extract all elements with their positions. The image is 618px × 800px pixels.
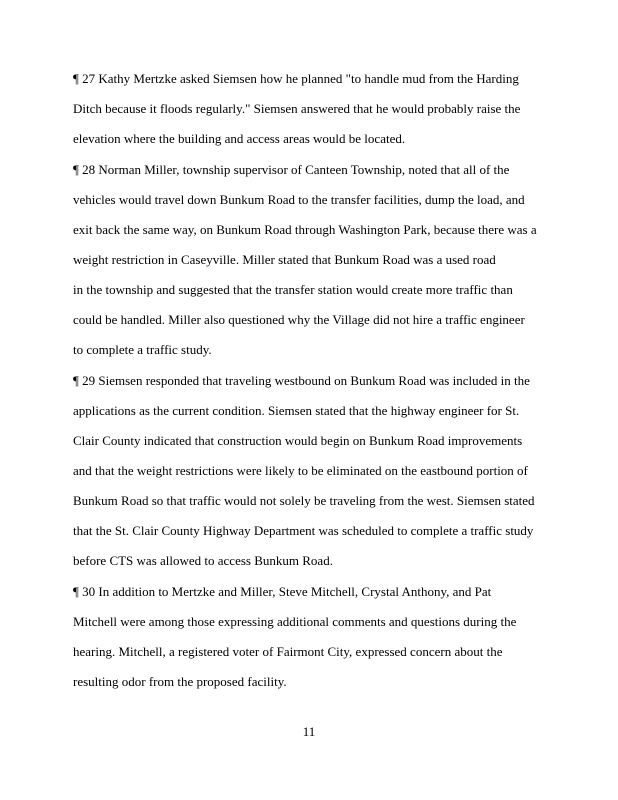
text-line: vehicles would travel down Bunkum Road to the transfer facilities, dump the load, and (73, 192, 525, 207)
page-number: 11 (302, 724, 316, 739)
text-line: elevation where the building and access areas would be located. (73, 131, 406, 146)
text-line: ¶ 29 Siemsen responded that traveling westbound on Bunkum Road was included in the (73, 373, 530, 388)
text-line: could be handled. Miller also questioned why the Village did not hire a traffic engineer (73, 312, 525, 327)
text-line: Clair County indicated that construction would begin on Bunkum Road improvements (73, 433, 523, 448)
text-line: exit back the same way, on Bunkum Road through Washington Park, because there was a (73, 222, 537, 237)
text-line: in the township and suggested that the transfer station would create more traffic than (73, 282, 513, 297)
text-line: that the St. Clair County Highway Department was scheduled to complete a traffic study (73, 523, 534, 538)
text-line: Mitchell were among those expressing additional comments and questions during the (73, 614, 517, 629)
text-line: and that the weight restrictions were likely to be eliminated on the eastbound portion of (73, 463, 528, 478)
text-line: weight restriction in Caseyville. Miller stated that Bunkum Road was a used road (73, 252, 496, 267)
text-line: resulting odor from the proposed facility. (73, 674, 287, 689)
text-line: applications as the current condition. Siemsen stated that the highway engineer for St. (73, 403, 520, 418)
text-line: ¶ 28 Norman Miller, township supervisor of Canteen Township, noted that all of the (73, 162, 510, 177)
text-line: Ditch because it floods regularly." Siemsen answered that he would probably raise the (73, 101, 521, 116)
text-line: to complete a traffic study. (73, 342, 212, 357)
text-line: ¶ 27 Kathy Mertzke asked Siemsen how he planned "to handle mud from the Harding (73, 71, 519, 86)
text-line: before CTS was allowed to access Bunkum Road. (73, 553, 333, 568)
text-line: Bunkum Road so that traffic would not solely be traveling from the west. Siemsen stated (73, 493, 535, 508)
text-line: hearing. Mitchell, a registered voter of Fairmont City, expressed concern about the (73, 644, 503, 659)
text-line: ¶ 30 In addition to Mertzke and Miller, Steve Mitchell, Crystal Anthony, and Pat (73, 584, 492, 599)
